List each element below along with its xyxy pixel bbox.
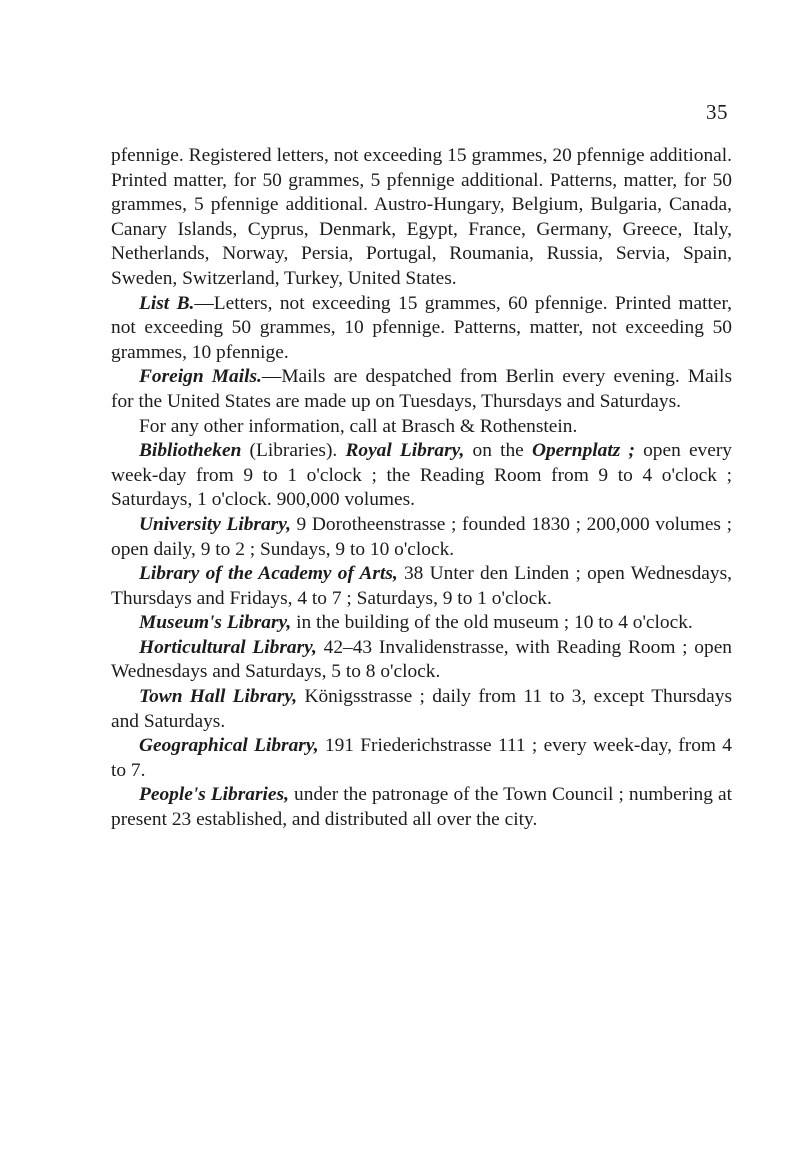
paragraph-town-hall-library [111,685,732,734]
paragraph-bibliotheken [111,439,732,513]
paragraph-list-b [111,292,732,366]
page-number: 35 [706,100,728,124]
paragraph-geographical-library [111,734,732,783]
opernplatz-text: open every week-day from 9 to 1 o'clock ; the Reading Room from 9 to 4 o'clock ; Saturdays, 1 o'clock. 900,000 volumes. [111,440,732,511]
foreign-mails-heading: Foreign Mails. [139,366,262,388]
royal-library-text: on the [464,440,532,462]
paragraph-information [111,415,732,440]
bibliotheken-heading: Bibliotheken [139,440,242,462]
postal-rates-text: pfennige. Registered letters, not exceeding 15 grammes, 20 pfennige additional. Printed matter, for 50 grammes, 5 pfennige additional. Patterns, matter, for 50 grammes, 5 pfennige additional. Austro-Hungary, Belgium, Bulgaria, Canada, Canary Islands, Cyprus, Denmark, Egypt, France, Germany, Greece, Italy, Netherlands, Norway, Persia, Portugal, Roumania, Russia, Servia, Spain, Sweden, Switzerland, Turkey, United States. [111,145,732,289]
paragraph-peoples-libraries [111,783,732,832]
horticultural-library-heading: Horticultural Library, [139,636,317,658]
paragraph-horticultural-library [111,636,732,685]
academy-library-text: 38 Unter den Linden ; open Wednesdays, Thursdays and Fridays, 4 to 7 ; Saturdays, 9 to 1 o'clock. [111,563,732,609]
town-hall-library-heading: Town Hall Library, [139,686,298,708]
geographical-library-text: 191 Friederichstrasse 111 ; every week-day, from 4 to 7. [111,735,732,781]
academy-library-heading: Library of the Academy of Arts, [139,563,398,585]
royal-library-heading: Royal Library, [345,440,465,462]
horticultural-library-text: 42–43 Invalidenstrasse, with Reading Room ; open Wednesdays and Saturdays, 5 to 8 o'clock. [111,636,732,683]
paragraph-museum-library [111,611,732,636]
museum-library-text: in the building of the old museum ; 10 to 4 o'clock. [291,612,693,634]
information-text: For any other information, call at Brasch & Rothenstein. [139,415,578,437]
university-library-text: 9 Dorotheenstrasse ; founded 1830 ; 200,000 volumes ; open daily, 9 to 2 ; Sundays, 9 to 10 o'clock. [111,513,732,560]
paragraph-postal-rates [111,144,732,292]
university-library-heading: University Library, [139,513,291,535]
bibliotheken-text: (Libraries). [241,440,346,462]
town-hall-library-text: Königsstrasse ; daily from 11 to 3, except Thursdays and Saturdays. [111,686,732,732]
paragraph-university-library [111,513,732,562]
list-b-heading: List B. [139,292,195,314]
museum-library-heading: Museum's Library, [139,612,292,634]
foreign-mails-text: —Mails are despatched from Berlin every evening. Mails for the United States are made up on Tuesdays, Thursdays and Saturdays. [111,366,732,412]
paragraph-academy-library [111,562,732,611]
peoples-libraries-text: under the patronage of the Town Council ; numbering at present 23 established, and distributed all over the city. [111,784,732,831]
paragraph-foreign-mails [111,365,732,414]
body-text [111,144,732,833]
list-b-text: —Letters, not exceeding 15 grammes, 60 pfennige. Printed matter, not exceeding 50 grammes, 10 pfennige. Patterns, matter, not exceeding 50 grammes, 10 pfennige. [111,292,733,363]
geographical-library-heading: Geographical Library, [139,735,319,757]
opernplatz-heading: Opernplatz ; [531,440,635,462]
peoples-libraries-heading: People's Libraries, [139,784,289,806]
